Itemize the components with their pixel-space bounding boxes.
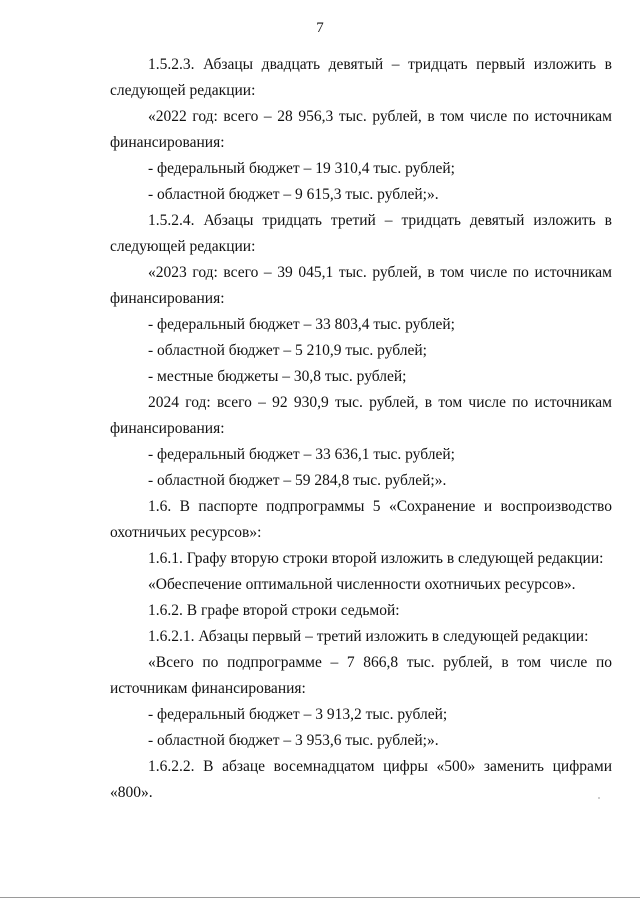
page-number: 7	[316, 20, 324, 36]
paragraph: 1.6.2. В графе второй строки седьмой:	[148, 602, 400, 619]
paragraph: 1.6.2.1. Абзацы первый – третий изложить в следующей редакции:	[148, 628, 589, 645]
paragraph: 1.6.1. Графу вторую строки второй изложить в следующей редакции:	[148, 550, 604, 567]
paragraph: - федеральный бюджет – 33 803,4 тыс. рублей;	[148, 316, 455, 333]
paragraph: 2024 год: всего – 92 930,9 тыс. рублей, в том числе по источникам финансирования:	[110, 394, 612, 437]
document-body	[110, 52, 612, 806]
paragraph: 1.5.2.3. Абзацы двадцать девятый – тридцать первый изложить в следующей редакции:	[110, 56, 612, 99]
paragraph: 1.6. В паспорте подпрограммы 5 «Сохранение и воспроизводство охотничьих ресурсов»:	[110, 498, 612, 541]
paragraph: 1.5.2.4. Абзацы тридцать третий – тридцать девятый изложить в следующей редакции:	[110, 212, 612, 255]
paragraph: - областной бюджет – 9 615,3 тыс. рублей;».	[148, 186, 439, 203]
paragraph: «Всего по подпрограмме – 7 866,8 тыс. рублей, в том числе по источникам финансирования:	[110, 654, 612, 697]
paragraph: «Обеспечение оптимальной численности охотничьих ресурсов».	[148, 576, 576, 593]
paragraph: «2022 год: всего – 28 956,3 тыс. рублей, в том числе по источникам финансирования:	[110, 108, 612, 151]
paragraph: - местные бюджеты – 30,8 тыс. рублей;	[148, 368, 407, 385]
paragraph: - областной бюджет – 3 953,6 тыс. рублей;».	[148, 732, 439, 749]
page-bottom-edge	[0, 897, 640, 898]
paragraph: «2023 год: всего – 39 045,1 тыс. рублей, в том числе по источникам финансирования:	[110, 264, 612, 307]
paragraph: - федеральный бюджет – 33 636,1 тыс. рублей;	[148, 446, 455, 463]
paragraph: - федеральный бюджет – 19 310,4 тыс. рублей;	[148, 160, 455, 177]
paragraph: - областной бюджет – 59 284,8 тыс. рублей;».	[148, 472, 447, 489]
paragraph: - федеральный бюджет – 3 913,2 тыс. рублей;	[148, 706, 448, 723]
paragraph: 1.6.2.2. В абзаце восемнадцатом цифры «500» заменить цифрами «800».	[110, 758, 612, 801]
scan-speck	[598, 797, 600, 799]
paragraph: - областной бюджет – 5 210,9 тыс. рублей;	[148, 342, 427, 359]
